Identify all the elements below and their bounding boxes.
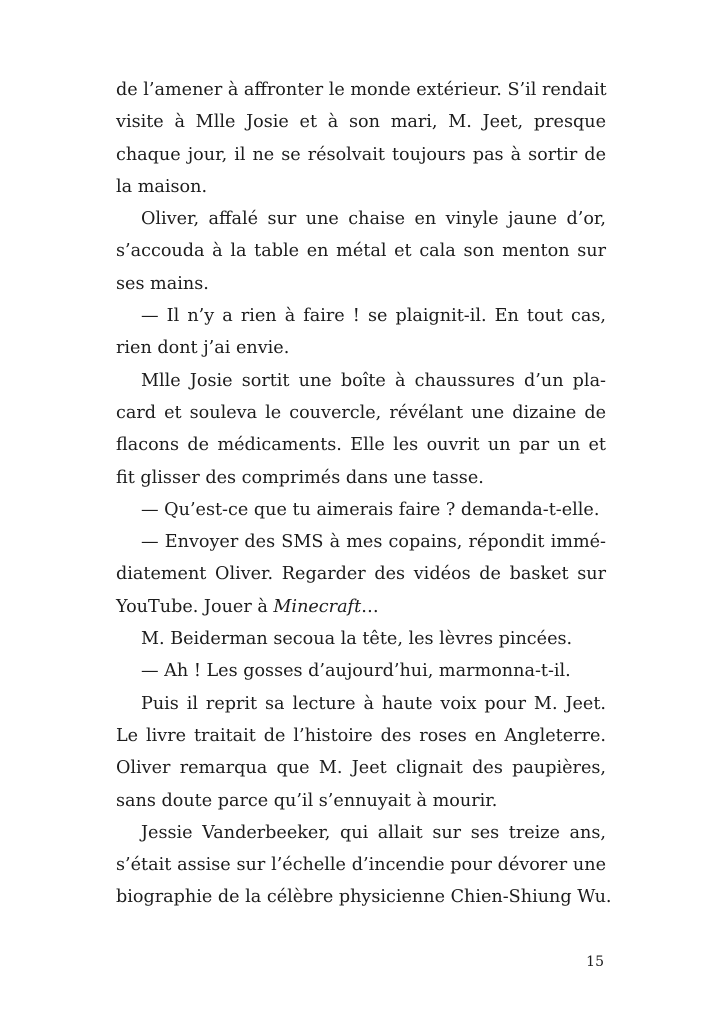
text-line: s’était assise sur l’échelle d’incendie pour dévorer une: [116, 855, 606, 876]
text-line: sans doute parce qu’il s’ennuyait à mourir.: [116, 790, 498, 811]
page-number: 15: [586, 954, 604, 970]
text-line: la maison.: [116, 176, 208, 197]
body-text: [116, 74, 612, 914]
text-fragment: …: [361, 596, 379, 617]
text-line: biographie de la célèbre physicienne Chien-Shiung Wu.: [116, 887, 612, 908]
text-line: fit glisser des comprimés dans une tasse.: [116, 467, 484, 488]
text-line: — Envoyer des SMS à mes copains, répondit immé-: [141, 532, 606, 553]
text-line: s’accouda à la table en métal et cala son menton sur: [116, 241, 606, 262]
book-title-emphasis: Minecraft: [273, 596, 362, 617]
text-line: ses mains.: [116, 273, 209, 294]
text-line: — Qu’est-ce que tu aimerais faire ? demanda-t-elle.: [141, 499, 600, 520]
text-line: — Ah ! Les gosses d’aujourd’hui, marmonna-t-il.: [141, 661, 571, 682]
text-line: Puis il reprit sa lecture à haute voix pour M. Jeet.: [141, 693, 606, 714]
text-line: Mlle Josie sortit une boîte à chaussures d’un pla-: [141, 370, 606, 391]
text-line: Oliver, affalé sur une chaise en vinyle jaune d’or,: [141, 209, 606, 230]
text-line: Le livre traitait de l’histoire des roses en Angleterre.: [116, 725, 606, 746]
text-line: diatement Oliver. Regarder des vidéos de basket sur: [116, 564, 606, 585]
text-fragment: YouTube. Jouer à: [116, 596, 274, 617]
text-line: Oliver remarqua que M. Jeet clignait des paupières,: [116, 758, 606, 779]
text-line: flacons de médicaments. Elle les ouvrit un par un et: [116, 435, 606, 456]
text-line: Jessie Vanderbeeker, qui allait sur ses treize ans,: [141, 822, 606, 843]
text-line: de l’amener à affronter le monde extérieur. S’il rendait: [116, 80, 607, 100]
text-line: [116, 591, 606, 623]
text-line: M. Beiderman secoua la tête, les lèvres pincées.: [141, 629, 573, 650]
text-line: — Il n’y a rien à faire ! se plaignit-il. En tout cas,: [141, 306, 606, 327]
text-line: card et souleva le couvercle, révélant une dizaine de: [116, 402, 606, 423]
text-line: visite à Mlle Josie et à son mari, M. Jeet, presque: [116, 112, 606, 133]
text-line: rien dont j’ai envie.: [116, 338, 290, 359]
text-line: chaque jour, il ne se résolvait toujours pas à sortir de: [116, 144, 606, 165]
